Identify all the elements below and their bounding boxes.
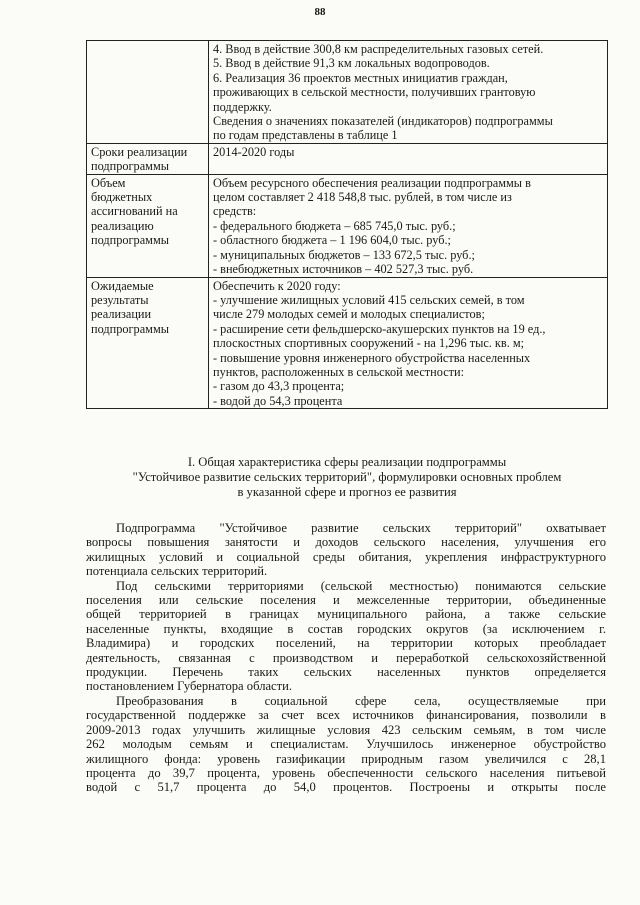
row-label-line: подпрограммы	[91, 233, 169, 248]
paragraph-line: продукции. Перечень таких сельских населенных пунктов определяется	[86, 665, 606, 680]
paragraph-line: государственной поддержке за счет всех источников финансирования, позволили в	[86, 708, 606, 723]
row-value-line: поддержку.	[213, 99, 272, 114]
section-title-line: "Устойчивое развитие сельских территорий", формулировки основных проблем	[132, 470, 562, 484]
paragraph-line: Подпрограмма "Устойчивое развитие сельских территорий" охватывает	[116, 521, 606, 535]
page-number: 88	[314, 6, 326, 18]
row-label-line: Сроки реализации	[91, 144, 188, 159]
row-value-line: Обеспечить к 2020 году:	[213, 278, 341, 293]
paragraph-line: водой с 51,7 процента до 54,0 процентов. Построены и открыты после	[86, 780, 606, 795]
row-label-line: ассигнований на	[91, 204, 178, 219]
table-row	[87, 41, 608, 144]
table-row	[87, 143, 608, 174]
table-row	[87, 277, 608, 409]
row-value-line: - федерального бюджета – 685 745,0 тыс. руб.;	[213, 218, 456, 233]
row-value-cell	[209, 277, 608, 409]
row-label-cell	[87, 143, 209, 174]
row-label-line: Объем	[91, 175, 126, 190]
paragraph	[86, 521, 606, 579]
row-value-line: - областного бюджета – 1 196 604,0 тыс. руб.;	[213, 233, 451, 248]
row-value-cell	[209, 41, 608, 144]
row-value-line: проживающих в сельской местности, получивших грантовую	[213, 85, 536, 100]
row-label-line: Ожидаемые	[91, 278, 154, 293]
paragraph	[86, 694, 606, 795]
paragraph-line: жилищных условий и социальной среды обитания, укрепления инфраструктурного	[86, 549, 606, 564]
row-value-line: - муниципальных бюджетов – 133 672,5 тыс. руб.;	[213, 247, 475, 262]
paragraph-line: Владимира) и городских поселений, на территории которых преобладает	[86, 636, 606, 651]
body-text	[86, 521, 606, 795]
row-label-cell	[87, 174, 209, 277]
row-value-cell	[209, 174, 608, 277]
row-label-line: реализации	[91, 307, 152, 322]
row-value-line: числе 279 молодых семей и молодых специалистов;	[213, 307, 485, 322]
row-value-line: средств:	[213, 204, 257, 219]
paragraph-line: Под сельскими территориями (сельской местностью) понимаются сельские	[116, 578, 606, 593]
row-value-line: Сведения о значениях показателей (индикаторов) подпрограммы	[213, 114, 553, 129]
paragraph-line: вопросы повышения занятости и доходов сельского населения, улучшения его	[86, 535, 606, 550]
row-value-line: целом составляет 2 418 548,8 тыс. рублей, в том числе из	[213, 190, 512, 205]
row-label-line: результаты	[91, 292, 149, 307]
row-value-line: по годам представлены в таблице 1	[213, 128, 398, 143]
row-value-line: 4. Ввод в действие 300,8 км распределительных газовых сетей.	[213, 42, 544, 56]
subprogram-passport-table	[86, 40, 608, 409]
row-label-cell	[87, 277, 209, 409]
row-value-line: - расширение сети фельдшерско-акушерских пунктов на 19 ед.,	[213, 321, 546, 336]
paragraph-line: деятельность, связанная с производством и переработкой сельскохозяйственной	[86, 650, 606, 665]
row-value-line: - улучшение жилищных условий 415 сельских семей, в том	[213, 292, 525, 307]
section-title-line: I. Общая характеристика сферы реализации подпрограммы	[187, 455, 507, 469]
paragraph-line: процента до 39,7 процента, уровень обеспеченности сельского населения питьевой	[86, 765, 606, 780]
row-value-cell	[209, 143, 608, 174]
paragraph	[86, 579, 606, 694]
section-title-line: в указанной сфере и прогноз ее развития	[237, 485, 457, 499]
row-value-line: Объем ресурсного обеспечения реализации подпрограммы в	[213, 175, 531, 190]
row-value-line: плоскостных спортивных сооружений - на 1,296 тыс. кв. м;	[213, 336, 525, 351]
row-label-line: подпрограммы	[91, 159, 169, 174]
paragraph-line: потенциала сельских территорий.	[86, 564, 268, 579]
paragraph-line: жилищного фонда: уровень газификации природным газом увеличился с 28,1	[86, 751, 606, 766]
paragraph-line: общей территорией в границах муниципального района, а также сельские	[86, 607, 606, 622]
paragraph-line: Преобразования в социальной сфере села, осуществляемые при	[116, 693, 606, 708]
section-title	[86, 455, 608, 500]
row-value-line: 5. Ввод в действие 91,3 км локальных водопроводов.	[213, 56, 490, 71]
paragraph-line: 2009-2013 годах улучшить жилищные условия 423 сельским семьям, в том числе	[86, 722, 606, 737]
row-label-line: реализацию	[91, 218, 154, 233]
paragraph-line: поселения или сельские поселения и межселенные территории, объединенные	[86, 593, 606, 608]
row-value-line: - газом до 43,3 процента;	[213, 379, 345, 394]
paragraph-line: 262 молодым семьям и специалистам. Улучшилось инженерное обустройство	[86, 737, 606, 752]
paragraph-line: постановлением Губернатора области.	[86, 679, 293, 694]
row-label-line: подпрограммы	[91, 321, 169, 336]
row-value-line: - повышение уровня инженерного обустройства населенных	[213, 350, 531, 365]
table-row	[87, 174, 608, 277]
row-value-line: 6. Реализация 36 проектов местных инициатив граждан,	[213, 70, 508, 85]
row-label-line: бюджетных	[91, 190, 153, 205]
row-value-line: 2014-2020 годы	[213, 144, 295, 159]
paragraph-line: населенные пункты, входящие в состав городских округов (за исключением г.	[86, 621, 606, 636]
row-value-line: пунктов, расположенных в сельской местности:	[213, 364, 465, 379]
row-value-line: - водой до 54,3 процента	[213, 393, 343, 408]
row-value-line: - внебюджетных источников – 402 527,3 тыс. руб.	[213, 262, 474, 277]
row-label-cell	[87, 41, 209, 144]
